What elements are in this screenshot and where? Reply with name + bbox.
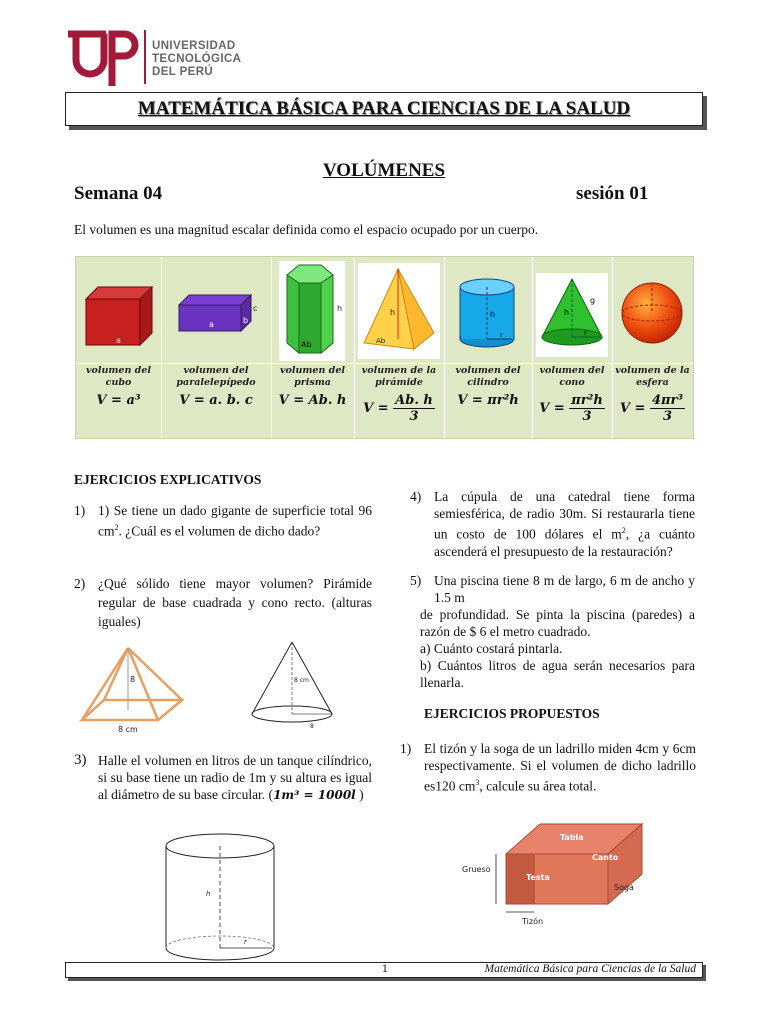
proposed-exercise-1: 1) El tizón y la soga de un ladrillo miden 4cm y 6cm respectivamente. Si el volumen de dicho ladrillo es120 $cm^3$, calcule su área total. xyxy=(400,741,696,794)
table-column-pyramid xyxy=(354,257,445,438)
cube-figure-icon xyxy=(76,257,161,363)
svg-text:8 cm: 8 cm xyxy=(118,725,138,734)
pyramid-dim-ab: Ab xyxy=(376,337,386,345)
page-number: 1 xyxy=(382,963,388,975)
svg-text:h: h xyxy=(206,890,211,898)
session-label: sesión 01 xyxy=(576,183,649,204)
prism-figure-icon xyxy=(271,257,354,363)
svg-text:8 cm: 8 cm xyxy=(294,677,309,684)
exercise-5: 5) Una piscina tiene 8 m de largo, 6 m de ancho y 1.5 m de profundidad. Se pinta la piscina (paredes) a razón de $ 6 el metro cuadrado. a) Cuánto costará pintarla. b) Cuántos litros de agua serán necesarios para llenarla. xyxy=(410,573,695,690)
prism-dim-h: h xyxy=(337,304,343,313)
intro-text: El volumen es una magnitud escalar definida como el espacio ocupado por un cuerpo. xyxy=(74,222,539,237)
logo-divider xyxy=(144,30,146,84)
box-formula: V = a. b. c xyxy=(179,393,253,408)
svg-text:8: 8 xyxy=(310,723,314,730)
exercise-5-part-a: a) Cuánto costará pintarla. xyxy=(420,641,563,656)
prism-label: volumen del prisma xyxy=(280,365,345,388)
box-dim-b: b xyxy=(243,316,249,325)
cone-dim-r: r xyxy=(584,329,587,337)
svg-text:8: 8 xyxy=(130,675,136,684)
sphere-formula: V = $\frac{\text{4πr³}}{3}$ xyxy=(619,393,684,424)
table-column-cone xyxy=(532,257,613,438)
exercise-3: 3) Halle el volumen en litros de un tanque cilíndrico, si su base tiene un radio de 1m y su altura es igual al diámetro de su base circular. (1m³ = 1000l ) xyxy=(74,752,372,802)
exercise-2-pyramid-figure-icon xyxy=(78,644,184,734)
sphere-figure-icon xyxy=(612,257,693,363)
cylinder-figure-icon xyxy=(444,257,532,363)
cube-formula: V = a³ xyxy=(96,393,141,408)
box-dim-c: c xyxy=(253,304,258,313)
svg-text:Canto: Canto xyxy=(592,853,619,862)
exercise-2-cone-figure-icon xyxy=(252,642,332,730)
footer-title: Matemática Básica para Ciencias de la Salud xyxy=(484,963,696,975)
exercise-3-cylinder-figure-icon xyxy=(160,830,280,966)
exercise-1: 1) 1) Se tiene un dado gigante de superficie total 96 $cm^2$. ¿Cuál es el volumen de dicho dado? xyxy=(74,503,372,539)
cone-formula: V = $\frac{\text{πr²h}}{3}$ xyxy=(539,393,603,424)
exercise-5-part-b: b) Cuántos litros de agua serán necesarios para llenarla. xyxy=(420,658,695,690)
prism-formula: V = Ab. h xyxy=(278,393,347,408)
cylinder-label: volumen del cilindro xyxy=(455,365,521,388)
table-column-cube xyxy=(76,257,162,438)
course-title-box xyxy=(65,92,703,126)
university-name xyxy=(152,40,241,79)
week-label: Semana 04 xyxy=(74,183,163,204)
box-label: volumen del paralelepípedo xyxy=(176,365,256,388)
exercise-4: 4) La cúpula de una catedral tiene forma semiesférica, de radio 30m. Si restaurarla tiene un costo de 100 dólares el $m^2$, ¿a cuánto ascenderá el presupuesto de la restauración? xyxy=(410,489,695,559)
utp-logo-icon xyxy=(62,26,140,88)
university-line-3: DEL PERÚ xyxy=(152,66,214,78)
cylinder-formula: V = πr²h xyxy=(457,393,519,408)
sphere-label: volumen de la esfera xyxy=(615,365,690,388)
university-line-2: TECNOLÓGICA xyxy=(152,53,242,65)
explanatory-exercises-heading: EJERCICIOS EXPLICATIVOS xyxy=(74,472,262,487)
svg-text:r: r xyxy=(244,938,247,946)
prism-dim-ab: Ab xyxy=(301,340,312,349)
cube-dim-a: a xyxy=(116,336,121,345)
pyramid-dim-h: h xyxy=(390,308,396,317)
page-footer xyxy=(65,962,703,978)
table-column-sphere xyxy=(612,257,693,438)
svg-text:Soga: Soga xyxy=(614,883,634,892)
cone-figure-icon xyxy=(532,257,612,363)
table-column-box xyxy=(161,257,272,438)
box-dim-a: a xyxy=(209,320,214,329)
proposed-exercises-heading: EJERCICIOS PROPUESTOS xyxy=(424,706,600,721)
pyramid-figure-icon xyxy=(354,257,444,363)
volume-formulas-table xyxy=(75,256,694,439)
exercise-5-continuation: de profundidad. Se pinta la piscina (paredes) a razón de $ 6 el metro cuadrado. xyxy=(420,607,695,639)
svg-text:Grueso: Grueso xyxy=(462,865,491,874)
cylinder-dim-h: h xyxy=(490,310,496,319)
box-figure-icon xyxy=(161,257,271,363)
cone-label: volumen del cono xyxy=(539,365,605,388)
table-column-cylinder xyxy=(444,257,533,438)
pyramid-label: volumen de la pirámide xyxy=(361,365,437,388)
brick-figure-icon xyxy=(456,816,656,926)
course-title: MATEMÁTICA BÁSICA PARA CIENCIAS DE LA SALUD xyxy=(137,98,631,119)
table-column-prism xyxy=(271,257,355,438)
svg-text:Tabla: Tabla xyxy=(560,833,584,842)
cube-label: volumen del cubo xyxy=(86,365,151,388)
topic-title: VOLÚMENES xyxy=(322,160,446,181)
cylinder-dim-r: r xyxy=(500,331,503,339)
cone-dim-g: g xyxy=(590,296,596,305)
svg-text:Testa: Testa xyxy=(526,873,550,882)
pyramid-formula: V = $\frac{Ab. h}{3}$ xyxy=(363,393,433,424)
svg-text:Tizón: Tizón xyxy=(522,917,544,926)
university-line-1: UNIVERSIDAD xyxy=(152,40,236,52)
exercise-2: 2) ¿Qué sólido tiene mayor volumen? Pirámide regular de base cuadrada y cono recto. (alturas iguales) xyxy=(74,576,372,629)
cone-dim-h: h xyxy=(564,308,570,317)
